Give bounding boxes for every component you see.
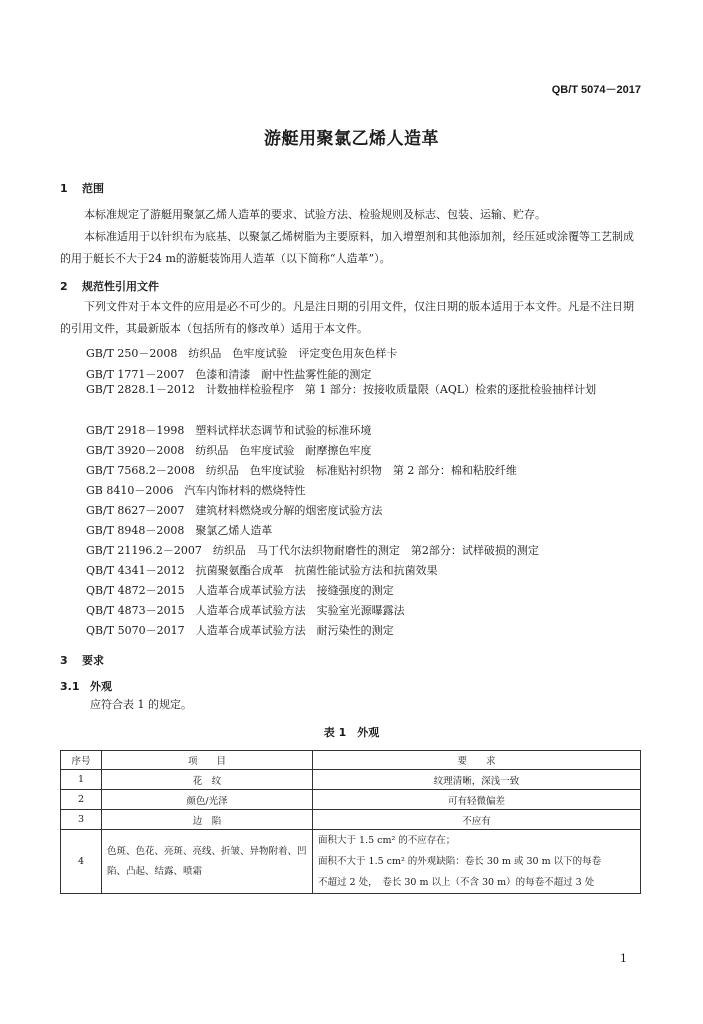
cell-no: 2 [61,790,102,810]
reference-item: GB 8410－2006 汽车内饰材料的燃烧特性 [86,484,306,497]
cell-requirement: 可有轻微偏差 [313,790,641,810]
table-header-row [61,751,641,770]
standard-code: QB/T 5074－2017 [551,84,641,96]
requirement-line: 不超过 2 处， 卷长 30 m 以上（不含 30 m）的每卷不超过 3 处 [318,877,595,888]
reference-item: QB/T 5070－2017 人造革合成革试验方法 耐污染性的测定 [86,624,394,637]
cell-item: 颜色/光泽 [102,790,313,810]
reference-item: GB/T 2918－1998 塑料试样状态调节和试验的标准环境 [86,424,372,437]
scope-paragraph-2: 本标准适用于以针织布为底基、以聚氯乙烯树脂为主要原料，加入增塑剂和其他添加剂，经压延或涂覆等工艺制成的用于艇长不大于24 m的游艇装饰用人造革（以下简称“人造革”）。 [60,230,634,265]
section-number: 1 [60,182,68,195]
cell-item: 色斑、色花、亮斑、亮线、折皱、异物附着、凹陷、凸起、结露、喷霜 [102,830,313,894]
table-caption: 表 1 外观 [323,726,380,739]
scope-paragraph-1: 本标准规定了游艇用聚氯乙烯人造革的要求、试验方法、检验规则及标志、包装、运输、贮存。 [84,208,546,221]
page-number: 1 [620,952,627,965]
header-requirement: 要 求 [313,751,641,770]
cell-requirement [313,830,641,894]
reference-item: GB/T 7568.2－2008 纺织品 色牢度试验 标准贴衬织物 第 2 部分：棉和粘胶纤维 [86,464,517,477]
cell-no: 1 [61,770,102,790]
reference-item: QB/T 4873－2015 人造革合成革试验方法 实验室光源曝露法 [86,604,405,617]
appearance-table [60,750,641,894]
reference-item: QB/T 4341－2012 抗菌聚氨酯合成革 抗菌性能试验方法和抗菌效果 [86,564,438,577]
section-number: 2 [60,280,68,293]
requirement-line: 面积大于 1.5 cm² 的不应存在； [318,835,456,846]
cell-item: 花 纹 [102,770,313,790]
cell-requirement: 不应有 [313,810,641,830]
section-title: 规范性引用文件 [82,280,159,293]
table-row [61,790,641,810]
section-2-heading [60,278,159,294]
table-row [61,830,641,894]
normative-intro: 下列文件对于本文件的应用是必不可少的。凡是注日期的引用文件，仅注日期的版本适用于本文件。凡是不注日期的引用文件，其最新版本（包括所有的修改单）适用于本文件。 [60,300,634,335]
section-number: 3.1 [60,680,80,693]
section-title: 外观 [90,680,112,693]
section-1-heading [60,180,104,196]
cell-no: 3 [61,810,102,830]
header-no: 序号 [61,751,102,770]
reference-item: GB/T 8627－2007 建筑材料燃烧或分解的烟密度试验方法 [86,504,383,517]
document-title: 游艇用聚氯乙烯人造革 [264,129,439,149]
reference-item: GB/T 3920－2008 纺织品 色牢度试验 耐摩擦色牢度 [86,444,372,457]
section-3-1-text: 应符合表 1 的规定。 [90,698,192,711]
header-item: 项 目 [102,751,313,770]
section-number: 3 [60,654,68,667]
section-3-heading [60,652,104,668]
requirement-line: 面积不大于 1.5 cm² 的外观缺陷：卷长 30 m 或 30 m 以下的每卷 [318,856,602,867]
reference-item: GB/T 8948－2008 聚氯乙烯人造革 [86,524,273,537]
reference-item: GB/T 21196.2－2007 纺织品 马丁代尔法织物耐磨性的测定 第2部分：试样破损的测定 [86,544,539,557]
section-title: 要求 [82,654,104,667]
cell-item: 边 陷 [102,810,313,830]
section-title: 范围 [82,182,104,195]
table-row [61,810,641,830]
reference-item: QB/T 4872－2015 人造革合成革试验方法 接缝强度的测定 [86,584,394,597]
table-row [61,770,641,790]
cell-requirement: 纹理清晰，深浅一致 [313,770,641,790]
reference-item: GB/T 1771－2007 色漆和清漆 耐中性盐雾性能的测定 [86,368,372,381]
reference-item: GB/T 250－2008 纺织品 色牢度试验 评定变色用灰色样卡 [86,347,398,360]
section-3-1-heading [60,678,112,694]
reference-item: GB/T 2828.1－2012 计数抽样检验程序 第 1 部分：按接收质量限（AQL）检索的逐批检验抽样计划 [86,383,597,396]
cell-no: 4 [61,830,102,894]
